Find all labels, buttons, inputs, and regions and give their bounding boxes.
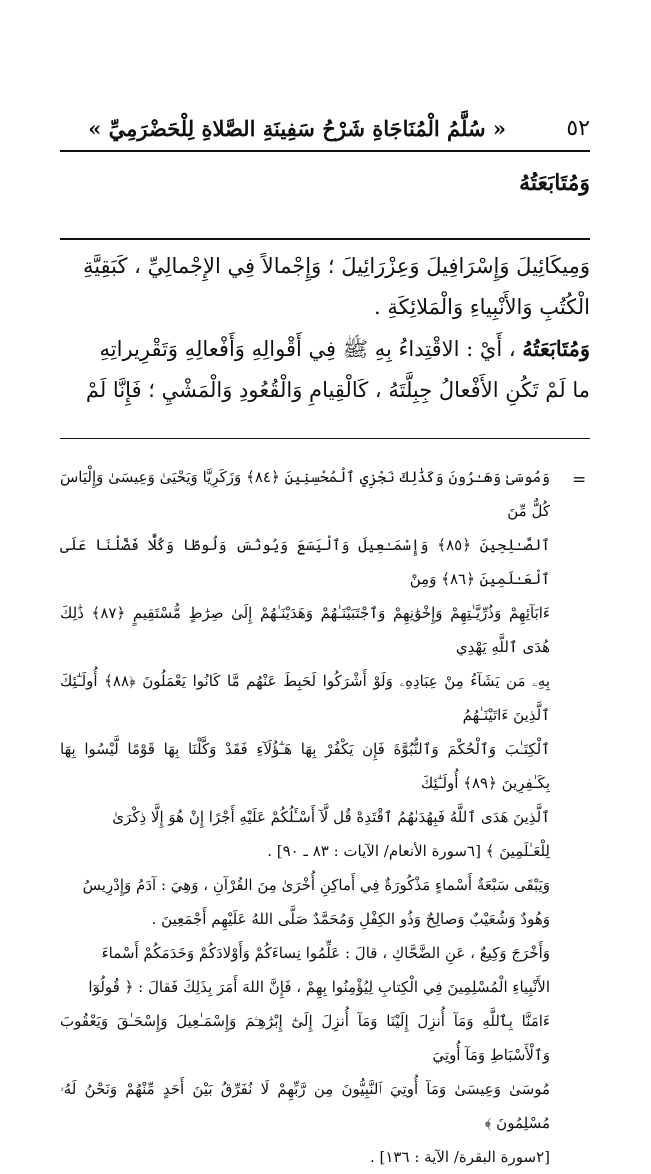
term-heading: وَمُتَابَعَتُهُ: [522, 336, 590, 361]
footnote-line: لِلْعَـٰلَمِينَ ﴾ [٦سورة الأنعام/ الآيات : ٨٣ ـ ٩٠] .: [267, 842, 550, 860]
footnote-line: ءَامَنَّا بِٱللَّهِ وَمَآ أُنزِلَ إِلَيْنَا وَمَآ أُنزِلَ إِلَىٰٓ إِبْرَٰهِـۧمَ وَإِسْمَـٰعِيلَ وَإِسْحَـٰقَ وَيَعْقُوبَ وَٱلْأَسْبَاطِ وَمَآ أُوتِيَ: [60, 1012, 550, 1064]
footnote-line: مُوسَىٰ وَعِيسَىٰ وَمَآ أُوتِيَ ٱلنَّبِيُّونَ مِن رَّبِّهِمْ لَا نُفَرِّقُ بَيْنَ أَحَدٍ مِّنْهُمْ وَنَحْنُ لَهُۥ مُسْلِمُونَ ﴾: [60, 1080, 550, 1132]
footnote-continuation-marker: =: [572, 470, 587, 490]
footnote-line: [٢سورة البقرة/ الآية : ١٣٦] .: [369, 1148, 550, 1166]
footnote-line: وَمُوسَىٰ وَهَـٰرُونَ وَكَذَٰلِكَ نَجْزِي ٱلْمُحْسِنِينَ ﴿٨٤﴾ وَزَكَرِيَّا وَيَحْيَىٰ وَعِيسَىٰ وَإِلْيَاسَ كُلٌّ مِّنَ: [60, 468, 550, 520]
footnote-line: ٱلَّذِينَ هَدَى ٱللَّهُ فَبِهُدَىٰهُمُ ٱقْتَدِهْ قُل لَّآ أَسْـَٔلُكُمْ عَلَيْهِ أَجْرًا إِنْ هُوَ إِلَّا ذِكْرَىٰ: [112, 808, 550, 826]
main-line: الْكُتُبِ وَالأَنْبِياءِ وَالْمَلائِكَةِ .: [374, 295, 590, 319]
footnote-line: ٱلْكِتَـٰبَ وَٱلْحُكْمَ وَٱلنُّبُوَّةَ فَإِن يَكْفُرْ بِهَا هَـٰٓؤُلَآءِ فَقَدْ وَكَّلْنَا بِهَا قَوْمًا لَّيْسُوا بِهَا بِكَـٰفِرِينَ ﴿٨٩﴾ أُولَـٰٓئِكَ: [60, 740, 550, 792]
page-header: [60, 112, 590, 146]
page-number: ٥٢: [566, 116, 590, 141]
main-line: ما لَمْ تَكُنِ الأَفْعالُ جِبِلَّتَهُ ، كَالْقِيامِ وَالْقُعُودِ وَالْمَشْيِ ؛ فَإِنَّا لَمْ: [85, 378, 590, 402]
main-line: [60, 328, 590, 370]
main-text-rule: [60, 238, 590, 240]
footnote-rule: [60, 438, 590, 439]
running-title: « سُلَّمُ الْمُنَاجَاةِ شَرْحُ سَفِينَةِ الصَّلاةِ لِلْحَضْرَمِيِّ »: [88, 116, 506, 141]
footnote-line: وَهُودٌ وَشُعَيْبٌ وَصالِحٌ وَذُو الكِفْلِ وَمُحَمَّدٌ صَلَّى اللهُ عَلَيْهِم أَجْمَعِينَ .: [151, 910, 550, 928]
footnote-line: ءَابَآئِهِمْ وَذُرِّيَّـٰتِهِمْ وَإِخْوَٰنِهِمْ وَٱجْتَبَيْنَـٰهُمْ وَهَدَيْنَـٰهُمْ إِلَىٰ صِرَٰطٍ مُّسْتَقِيمٍ ﴿٨٧﴾ ذَٰلِكَ هُدَى ٱللَّهِ يَهْدِي: [60, 604, 550, 656]
footnote-line: وَأَخْرَجَ وَكِيعٌ ، عَنِ الضَّحَّاكِ ، قالَ : عَلِّمُوا نِساءَكُمْ وَأَوْلادَكُمْ وَخَدَمَكُمْ أَسْماءَ: [101, 944, 550, 962]
footnote-line: ٱلصَّـٰلِحِينَ ﴿٨٥﴾ وَإِسْمَـٰعِيلَ وَٱلْيَسَعَ وَيُونُسَ وَلُوطًا وَكُلًّا فَضَّلْنَا عَلَى ٱلْعَـٰلَمِينَ ﴿٨٦﴾ وَمِنْ: [60, 536, 551, 588]
footnote-line: وَيَبْقَى سَبْعَةٌ أَسْماءٍ مَذْكُورَةٌ فِي أَماكِنِ أُخْرَىٰ مِنَ القُرْآنِ ، وَهِيَ : آدَمُ وَإِدْرِيسُ: [82, 876, 550, 894]
header-rule: [60, 150, 590, 152]
footnote-line: بِهِۦ مَن يَشَآءُ مِنْ عِبَادِهِۦ وَلَوْ أَشْرَكُوا لَحَبِطَ عَنْهُم مَّا كَانُوا يَعْمَلُونَ ﴿٨٨﴾ أُولَـٰٓئِكَ ٱلَّذِينَ ءَاتَيْنَـٰهُمُ: [60, 672, 550, 724]
footnote-line: الأَنْبِياءِ الْمُسْلِمِينَ فِي الْكِتابِ لِيُؤْمِنُوا بِهِمْ ، فَإِنَّ اللهَ أَمَرَ بِذَلِكَ فَقالَ : ﴿ قُولُوٓا: [88, 978, 550, 996]
main-line-text: ، أَيْ : الاقْتِداءُ بِهِ ﷺ فِي أَقْوالِهِ وَأَفْعالِهِ وَتَقْرِيراتِهِ: [99, 337, 523, 361]
catchword: وَمُتَابَعَتُهُ: [519, 170, 590, 196]
footnotes: [60, 460, 550, 1174]
main-text: [60, 246, 590, 411]
main-line: وَمِيكَائِيلَ وَإِسْرَافِيلَ وَعِزْرَائِيلَ ؛ وَإِجْمالاً فِي الإِجْمالِيِّ ، كَبَقِيَّةِ: [82, 254, 590, 278]
